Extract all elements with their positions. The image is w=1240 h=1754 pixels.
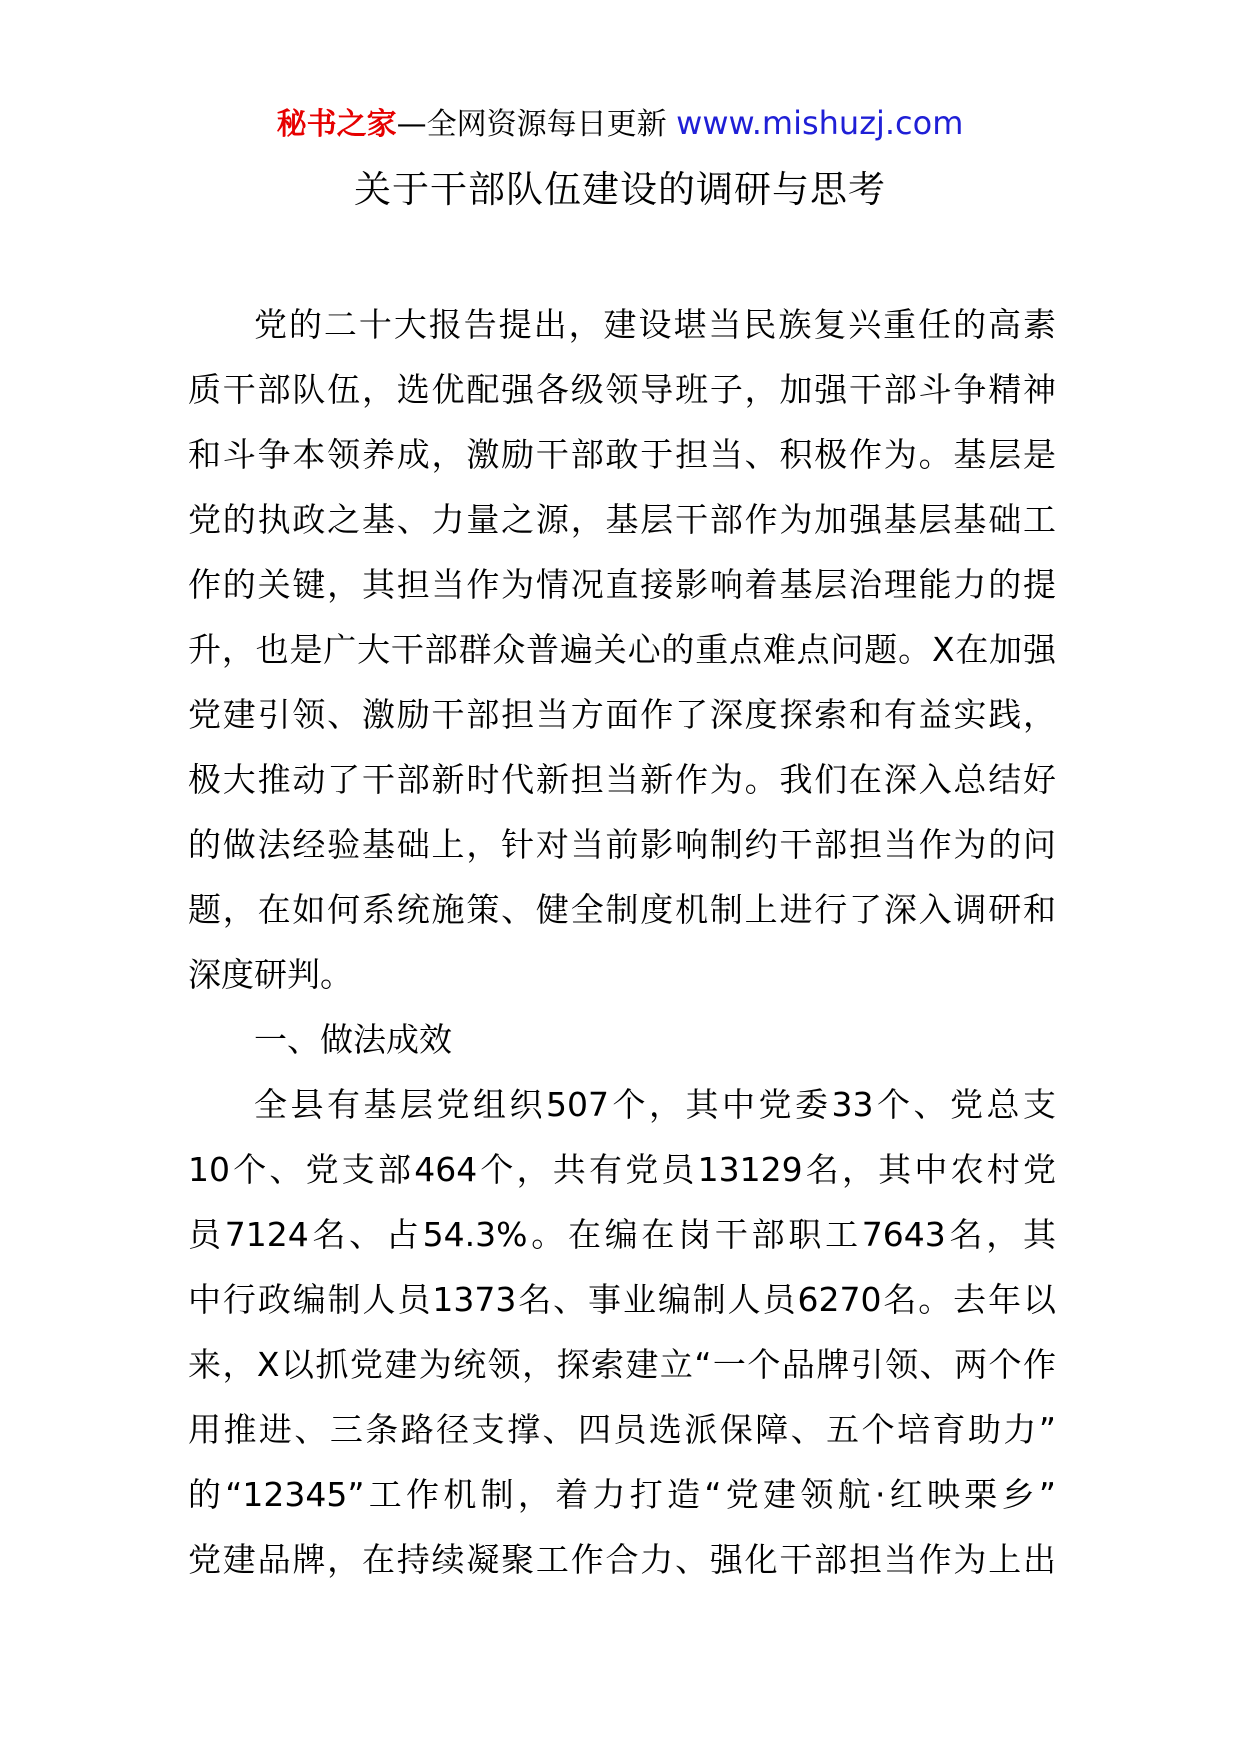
section-heading: 一、做法成效 bbox=[254, 1020, 452, 1059]
paragraph-line: 员7124名、占54.3%。在编在岗干部职工7643名，其 bbox=[188, 1215, 1056, 1254]
paragraph-line: 作的关键，其担当作为情况直接影响着基层治理能力的提 bbox=[188, 565, 1056, 604]
paragraph-line: 10个、党支部464个，共有党员13129名，其中农村党 bbox=[188, 1150, 1056, 1189]
paragraph-line: 全县有基层党组织507个，其中党委33个、党总支 bbox=[254, 1085, 1056, 1124]
paragraph-line: 的“12345”工作机制，着力打造“党建领航·红映栗乡” bbox=[188, 1475, 1056, 1514]
paragraph-line: 党建品牌，在持续凝聚工作合力、强化干部担当作为上出 bbox=[188, 1540, 1056, 1579]
brand-name: 秘书之家 bbox=[276, 107, 397, 142]
document-title: 关于干部队伍建设的调研与思考 bbox=[354, 168, 886, 211]
document-body bbox=[188, 292, 1056, 1592]
paragraph-line: 中行政编制人员1373名、事业编制人员6270名。去年以 bbox=[188, 1280, 1056, 1319]
paragraph-line: 党建引领、激励干部担当方面作了深度探索和有益实践， bbox=[188, 695, 1056, 734]
site-header bbox=[0, 100, 1240, 148]
paragraph-line: 深度研判。 bbox=[188, 955, 353, 994]
site-url-link[interactable]: www.mishuzj.com bbox=[676, 104, 964, 142]
paragraph-line: 题，在如何系统施策、健全制度机制上进行了深入调研和 bbox=[188, 890, 1056, 929]
paragraph-line: 的做法经验基础上，针对当前影响制约干部担当作为的问 bbox=[188, 825, 1056, 864]
paragraph-line: 极大推动了干部新时代新担当新作为。我们在深入总结好 bbox=[188, 760, 1056, 799]
paragraph-line: 党的执政之基、力量之源，基层干部作为加强基层基础工 bbox=[188, 500, 1056, 539]
site-slogan: —全网资源每日更新 bbox=[396, 107, 667, 142]
paragraph-line: 党的二十大报告提出，建设堪当民族复兴重任的高素 bbox=[254, 305, 1056, 344]
paragraph-line: 用推进、三条路径支撑、四员选派保障、五个培育助力” bbox=[188, 1410, 1056, 1449]
paragraph-line: 质干部队伍，选优配强各级领导班子，加强干部斗争精神 bbox=[188, 370, 1056, 409]
paragraph-line: 升，也是广大干部群众普遍关心的重点难点问题。X在加强 bbox=[188, 630, 1056, 669]
paragraph-line: 和斗争本领养成，激励干部敢于担当、积极作为。基层是 bbox=[188, 435, 1056, 474]
paragraph-line: 来，X以抓党建为统领，探索建立“一个品牌引领、两个作 bbox=[188, 1345, 1056, 1384]
